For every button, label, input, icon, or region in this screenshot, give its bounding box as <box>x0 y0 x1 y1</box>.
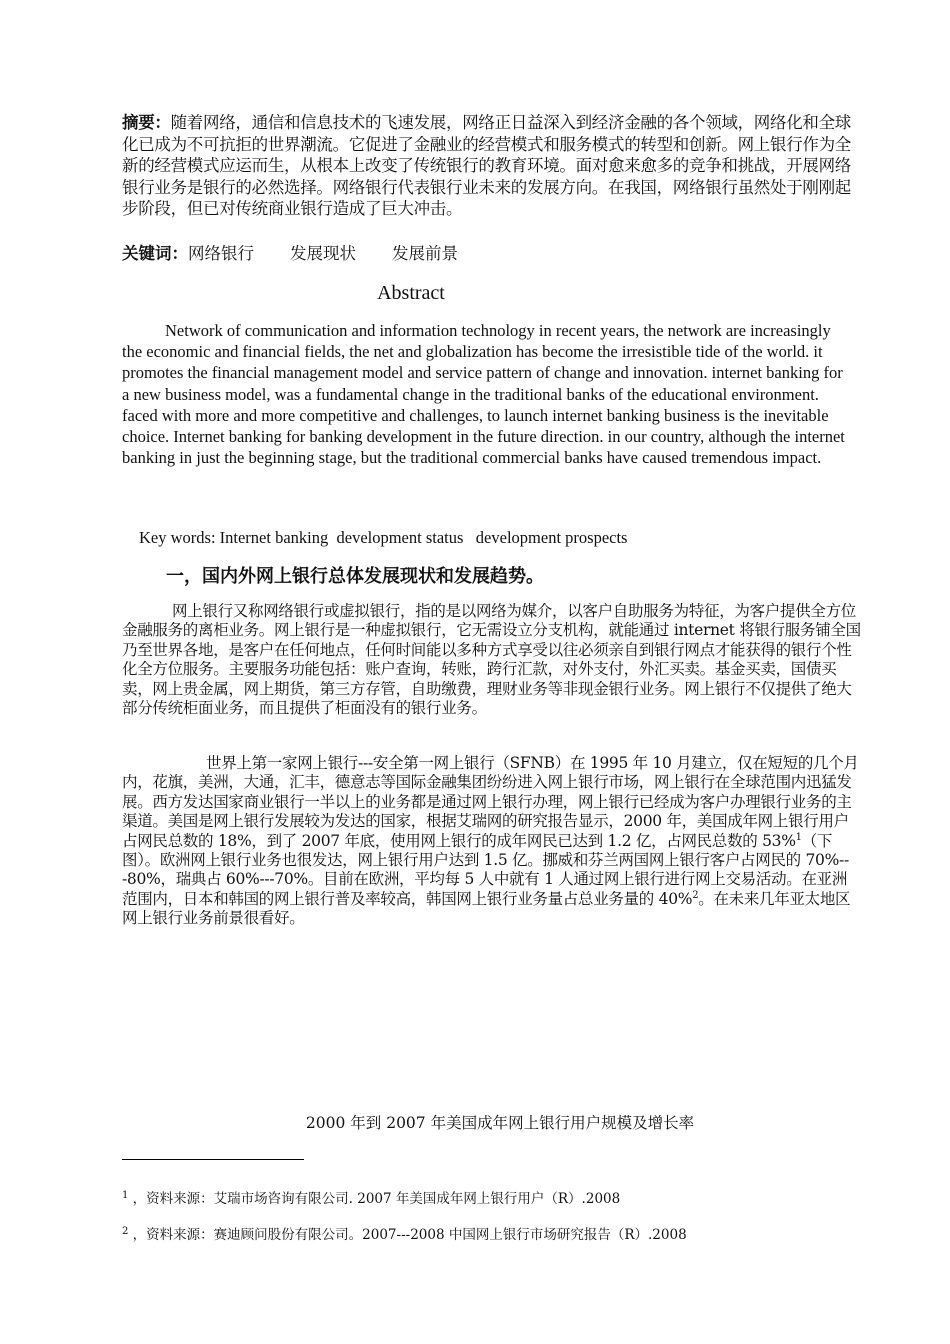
body-paragraph: 网上银行又称网络银行或虚拟银行，指的是以网络为媒介，以客户自助服务为特征，为客户提供全方位金融服务的离柜业务。网上银行是一种虚拟银行，它无需设立分支机构，就能通过 internet 将银行服务铺全国乃至世界各地，是客户在任何地点，任何时间能以多种方式享受以往必须亲自到银行网点才能获得的银行个性化全方位服务。主要服务功能包括：账户查询，转账，跨行汇款，对外支付，外汇买卖。基金买卖，国债买卖，网上贵金属，网上期货，第三方存管，自助缴费，理财业务等非现金银行业务。网上银行不仅提供了绝大部分传统柜面业务，而且提供了柜面没有的银行业务。 <box>122 602 861 718</box>
footnote-mark: 2 <box>122 1226 129 1237</box>
chinese-keywords <box>122 243 458 265</box>
keyword-item: 网络银行 <box>188 244 254 263</box>
keyword-item: 发展前景 <box>392 244 458 263</box>
english-abstract <box>122 320 847 468</box>
english-abstract-title: Abstract <box>377 282 445 304</box>
section-heading: 一，国内外网上银行总体发展现状和发展趋势。 <box>166 566 544 587</box>
chinese-abstract <box>122 112 862 220</box>
footnote-text: ，资料来源：赛迪顾问股份有限公司。2007---2008 中国网上银行市场研究报告（R）.2008 <box>128 1227 687 1243</box>
keyword-item: 发展现状 <box>290 244 356 263</box>
footnote <box>122 1190 620 1208</box>
abstract-text: 随着网络，通信和信息技术的飞速发展，网络正日益深入到经济金融的各个领域，网络化和全球化已成为不可抗拒的世界潮流。它促进了金融业的经营模式和服务模式的转型和创新。网上银行作为全新的经营模式应运而生，从根本上改变了传统银行的教育环境。面对愈来愈多的竞争和挑战，开展网络银行业务是银行的必然选择。网络银行代表银行业未来的发展方向。在我国，网络银行虽然处于刚刚起步阶段，但已对传统商业银行造成了巨大冲击。 <box>122 113 852 218</box>
footnote <box>122 1226 687 1244</box>
footnote-text: ，资料来源：艾瑞市场咨询有限公司. 2007 年美国成年网上银行用户（R）.2008 <box>128 1191 621 1207</box>
english-keywords: Key words: Internet banking development status development prospects <box>139 528 628 547</box>
footnote-divider <box>122 1159 304 1160</box>
figure-caption: 2000 年到 2007 年美国成年网上银行用户规模及增长率 <box>305 1114 695 1132</box>
footnote-mark: 1 <box>122 1190 129 1201</box>
english-abstract-text: Network of communication and information technology in recent years, the network are increasingly the economic and financial fields, the net and globalization has become the irresistible tide of the world. it promotes the financial management model and service pattern of change and innovation. internet banking for a new business model, was a fundamental change in the traditional banks of the educational environment. faced with more and more competitive and challenges, to launch internet banking business is the inevitable choice. Internet banking for banking development in the future direction. in our country, although the internet banking in just the beginning stage, but the traditional commercial banks have caused tremendous impact. <box>122 321 845 468</box>
footnote-reference[interactable]: 2 <box>692 889 699 901</box>
abstract-label: 摘要： <box>122 113 171 132</box>
keywords-label: 关键词： <box>122 244 188 263</box>
body-paragraph: 世界上第一家网上银行---安全第一网上银行（SFNB）在 1995 年 10 月建立，仅在短短的几个月内，花旗，美洲，大通，汇丰，德意志等国际金融集团纷纷进入网上银行市场，网上银行在全球范围内迅猛发展。西方发达国家商业银行一半以上的业务都是通过网上银行办理，网上银行已经成为客户办理银行业务的主渠道。美国是网上银行发展较为发达的国家，根据艾瑞网的研究报告显示，2000 年，美国成年网上银行用户占网民总数的 18%，到了 2007 年底，使用网上银行的成年网民已达到 1.2 亿，占网民总数的 53%$^1$（下图）。欧洲网上银行业务也很发达，网上银行用户达到 1.5 亿。挪威和芬兰两国网上银行客户占网民的 70%---80%，瑞典占 60%---70%。目前在欧洲，平均每 5 人中就有 1 人通过网上银行进行网上交易活动。在亚洲范围内，日本和韩国的网上银行普及率较高，韩国网上银行业务量占总业务量的 40%$^2$。在未来几年亚太地区网上银行业务前景很看好。 <box>122 754 859 928</box>
footnote-reference[interactable]: 1 <box>795 831 802 843</box>
